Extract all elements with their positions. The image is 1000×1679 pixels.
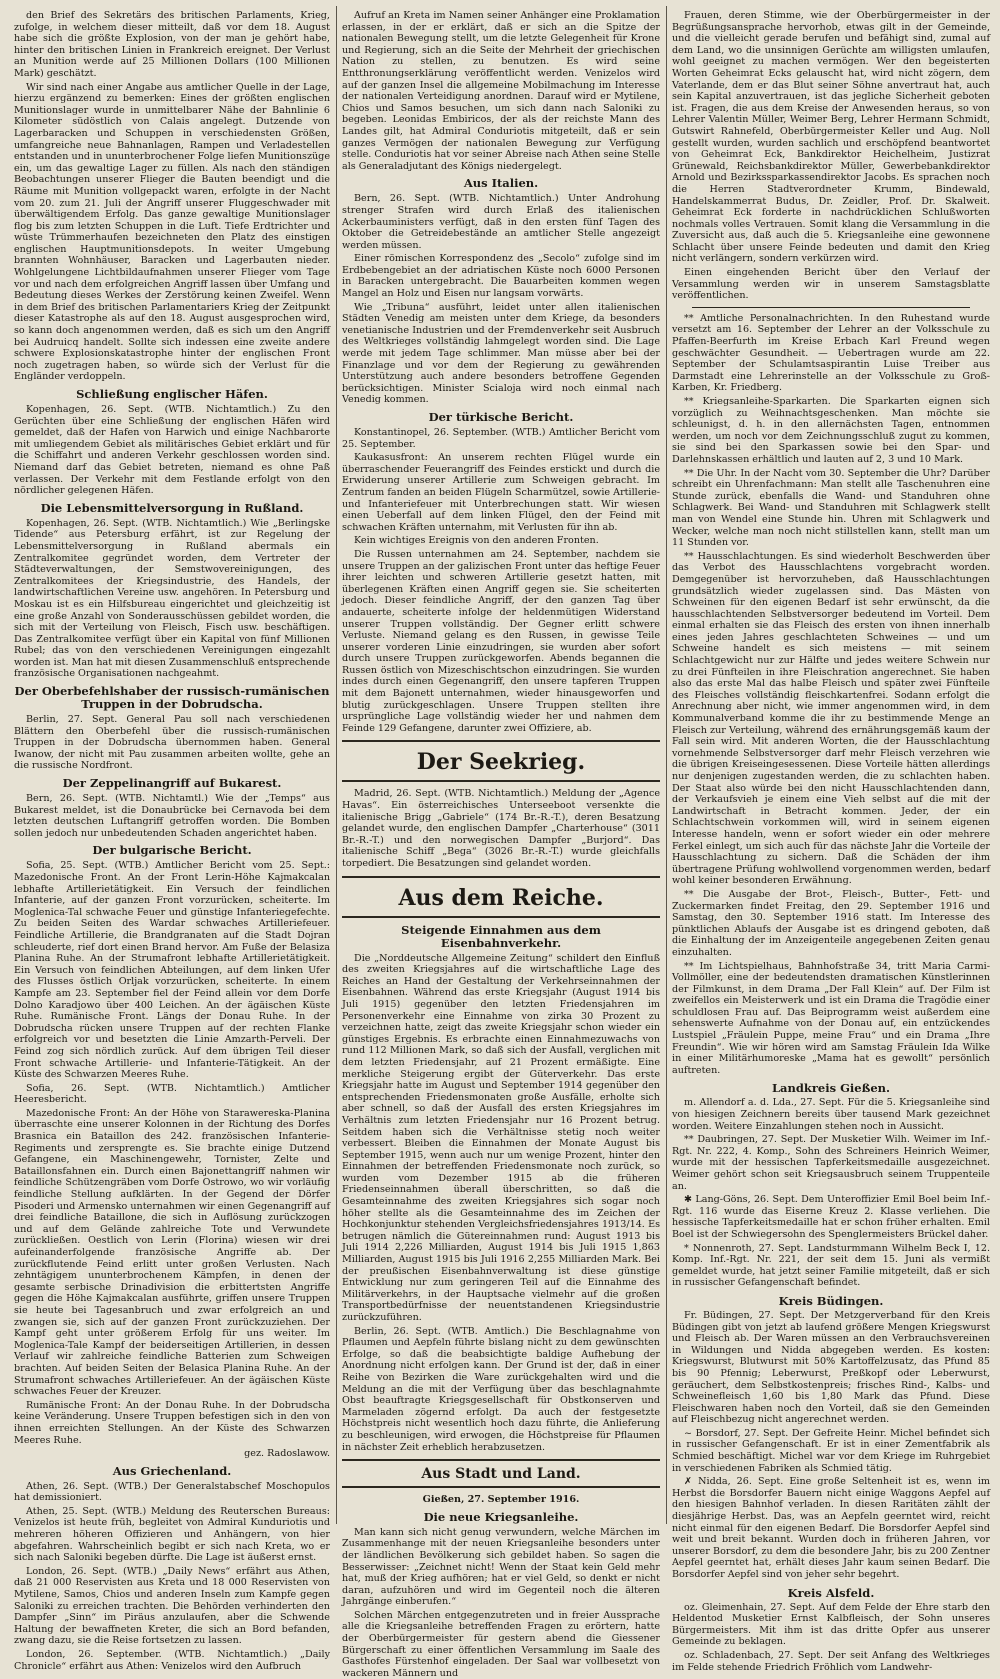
article-headline: Aus Italien. <box>463 176 539 191</box>
local-note: ✗ Nidda, 26. Sept. Eine große Seltenheit ist es, wenn im Herbst die Borsdorfer Bauern nicht einige Waggons Aepfel auf den hiesigen Bahnhof verladen. In diesen Raritäten zählt der diesjährige Herbst. Das, was an Aepfeln geerntet wird, reicht nicht einmal für den eigenen Bedarf. Die Borsdorfer Aepfel sind weit und breit bekannt. Wurden doch in früheren Jahren, vor unserer Borsdorf, zu dem die besondere Jahr, bis zu 200 Zentner Aepfel geerntet hat, erhält dieses Jahr kaum seinen Bedarf. Die Borsdorfer Aepfel sind von jeher sehr begehrt. <box>672 1476 990 1580</box>
article-paragraph: Solchen Märchen entgegenzutreten und in freier Aussprache alle die Kriegsanleihe betreffenden Fragen zu erörtern, hatte der Oberbürgermeister für gestern abend die Giessener Bürgerschaft zu einer öffentlichen Versammlung im Saale des Gasthofes Fürstenhof eingeladen. Der Saal war vollbesetzt von wackeren Männern und <box>342 1609 660 1679</box>
article-paragraph: Die „Norddeutsche Allgemeine Zeitung“ schildert den Einfluß des zweiten Kriegsjahres auf die wirtschaftliche Lage des Reiches an Hand der Gestaltung der Verkehrseinnahmen der Eisenbahnen. Während das erste Kriegsjahr (August 1914 bis Juli 1915) gegenüber den letzten Friedensjahren im Personenverkehr eine Einnahme von zirka 30 Prozent zu verzeichnen hatte, zeigt das zweite Kriegsjahr schon wieder ein günstiges Ergebnis. Es erbrachte einen Einnahmezuwachs von rund 112 Millionen Mark, so daß sich der Ausfall, verglichen mit dem letzten Friedensjahr, auf 21 Prozent ermäßigte. Eine merkliche Steigerung ergibt der Güterverkehr. Das erste Kriegsjahr hatte im August und September 1914 gegenüber den entsprechenden Friedensmonaten große Ausfälle, erholte sich aber schnell, so daß der Ausfall des ersten Kriegsjahres im Verhältnis zum letzten Friedensjahr nur 16 Prozent betrug. Seitdem haben sich die Verhältnisse stetig noch weiter verbessert. Bleiben die Einnahmen der Monate August bis September 1915, wenn auch nur um wenige Prozent, hinter den Einnahmen der betreffenden Friedensmonate noch zurück, so wurden vom Dezember 1915 ab die früheren Friedenseinnahmen überall überschritten, so daß die Gesamteinnahme des zweiten Kriegsjahres sich sogar noch höher stellte als die Gesamteinnahme des im Zeichen der Hochkonjunktur stehenden Vergleichsfriedensjahres 1913/14. Es betrugen nämlich die Gütereinnahmen rund: August 1913 bis Juli 1914 2,226 Milliarden, August 1914 bis Juli 1915 1,863 Milliarden, August 1915 bis Juli 1916 2,255 Milliarden Mark. Bei der preußischen Eisenbahnverwaltung ist diese günstige Entwicklung nur zum geringeren Teil auf die Einnahme des Militärverkehrs, in der Hauptsache vielmehr auf die großen Transportbedürfnisse der neuentstandenen Kriegsindustrie zurückzuführen. <box>342 952 660 1323</box>
article-paragraph: Sofia, 25. Sept. (WTB.) Amtlicher Bericht vom 25. Sept.: Mazedonische Front. An der Front Lerin-Höhe Kajmakcalan lebhafte Artillerietätigkeit. Ein Versuch der feindlichen Infanterie, auf der ganzen Front vorzurücken, scheiterte. Im Moglenica-Tal schwache Feuer und günstige Infanteriegefechte. Zu beiden Seiten des Wardar schwaches Artilleriefeuer. Feindliche Artillerie, die Brandgranaten auf die Stadt Dojran schleuderte, rief dort einen Brand hervor. Am Fuße der Belasiza Planina Ruhe. An der Strumafront lebhafte Artillerietätigkeit. Ein Versuch von feindlichen Abteilungen, auf dem linken Ufer des Flusses östlich Orljak vorzurücken, scheiterte. In einem Kampfe am 23. September fiel der Feind allein vor dem Dorfe Dolno Karadjowo über 400 Leichen. An der ägäischen Küste Ruhe. Rumänische Front. Längs der Donau Ruhe. In der Dobrudscha rücken unsere Truppen auf der rechten Flanke erfolgreich vor und besetzten die Linie Amzarth-Perveli. Der Feind zog sich nördlich zurück. Auf dem übrigen Teil dieser Front schwache Artillerie- und Infanterie-Tätigkeit. An der Küste des Schwarzen Meeres Ruhe. <box>14 860 330 1081</box>
article-paragraph: Frauen, deren Stimme, wie der Oberbürgermeister in der Begrüßungsansprache hervorhob, etwas gilt in der Gemeinde, und die vielleicht gerade berufen und befähigt sind, zumal auf dem Land, wo die unsinnigen Gerüchte am willigsten umlaufen, wohl geeignet zu machen vermögen. Wer den begeisterten Worten Geheimrat Ecks gelauscht hat, wird nicht zögern, dem Vaterlande, dem er das Blut seiner Söhne anvertraut hat, auch sein Kapital anzuvertrauen, ist das jegliche Sicherheit geboten ist. Fragen, die aus dem Kreise der Anwesenden heraus, so von Lehrer Valentin Müller, Weimer Berg, Lehrer Hermann Schmidt, Gutswirt Rahnefeld, Oberbürgermeister Keller und Aug. Noll gestellt wurden, wurden sachlich und erschöpfend beantwortet von Geheimrat Eck, Bankdirektor Heichelheim, Justizrat Grünewald, Reichsbankdirektor Müller, Gewerbebankdirektor Arnold und Bezirkssparkassendirektor Jacobs. Es sprachen noch die Herren Stadtverordneter Krumm, Bindewald, Handelskammerrat Budus, Dr. Zeidler, Prof. Dr. Skalweit. Geheimrat Eck forderte in nachdrücklichen Schlußworten nochmals volles Vertrauen. Somit klang die Versammlung in die Zuversicht aus, daß auch die 5. Kriegsanleihe eine gewonnene Schlacht über unsere Feinde bedeuten und damit den Krieg nicht verlängern, sondern verkürzen wird. <box>672 10 990 265</box>
article-headline: Der bulgarische Bericht. <box>92 843 252 858</box>
article-paragraph: Rumänische Front: An der Donau Ruhe. In der Dobrudscha keine Veränderung. Unsere Truppen befestigen sich in den von ihnen erreichten Stellungen. An der Küste des Schwarzen Meeres Ruhe. <box>14 1399 330 1446</box>
signature-line: gez. Radoslawow. <box>244 1448 330 1460</box>
section-header-box <box>342 876 660 918</box>
article-paragraph: Kein wichtiges Ereignis von den anderen Fronten. <box>354 535 599 547</box>
local-note: ** Die Ausgabe der Brot-, Fleisch-, Butter-, Fett- und Zuckermarken findet Freitag, den 29. September 1916 und Samstag, den 30. September 1916 statt. Im Interesse des pünktlichen Ablaufs der Ausgabe ist es dringend geboten, daß die Einhaltung der im Anzeigenteile angegebenen Zeiten genau einzuhalten. <box>672 888 990 958</box>
local-note: Fr. Büdingen, 27. Sept. Der Metzgerverband für den Kreis Büdingen gibt von jetzt ab laufend größere Mengen Kriegswurst und Fleisch ab. Der Waren müssen an den Verbrauchsvereinen in Wildungen und Nidda abgegeben werden. Es kosten: Kriegswurst, Blutwurst mit 50% Kartoffelzusatz, das Pfund 85 bis 90 Pfennig; Leberwurst, Preßkopf oder Leberwurst, geräuchert, dem Selbstkostenpreis; frisches Rind-, Kalbs- und Schweinefleisch 1,60 bis 1,80 Mark das Pfund. Diese Fleischwaren haben noch den Vorteil, daß sie den Gemeinden auf Fleischbezug nicht angerechnet werden. <box>672 1309 990 1426</box>
article-paragraph: Kaukasusfront: An unserem rechten Flügel wurde ein überraschender Feuerangriff des Feindes erstickt und durch die Erwiderung unserer Artillerie zum Schweigen gebracht. Im Zentrum fanden an beiden Flügeln Scharmützel, sowie Artillerie- und Infanteriefeuer mit Unterbrechungen statt. Wir wiesen einen Ueberfall auf dem linken Flügel, den der Feind mit schwachen Kräften unternahm, mit Verlusten für ihn ab. <box>342 452 660 533</box>
article-paragraph: Bern, 26. Sept. (WTB. Nichtamtlich.) Unter Androhung strenger Strafen wird durch Erlaß des italienischen Ackerbauministers verfügt, daß in den ersten fünf Tagen des Oktober die Getreidebestände an amtlicher Stelle angezeigt werden müssen. <box>342 193 660 251</box>
article-paragraph: Berlin, 27. Sept. General Pau soll nach verschiedenen Blättern den Oberbefehl über die russisch-rumänischen Truppen in der Dobrudscha übernommen haben. General Iwanow, der nicht mit Pau zusammen arbeiten wollte, gehe an die russische Nordfront. <box>14 714 330 772</box>
article-headline: Die neue Kriegsanleihe. <box>423 1509 579 1524</box>
article-paragraph: Man kann sich nicht genug verwundern, welche Märchen im Zusammenhange mit der neuen Kriegsanleihe besonders unter der ländlichen Bevölkerung sich gebildet haben. So sagen die Besserwisser: „Zeichnet nicht! Wenn der Staat kein Geld mehr hat, muß der Krieg aufhören; hat er viel Geld, so denkt er nicht daran, aufzuhören und wird im Gegenteil noch die älteren Jahrgänge einberufen.“ <box>342 1526 660 1608</box>
article-paragraph: Berlin, 26. Sept. (WTB. Amtlich.) Die Beschlagnahme von Pflaumen und Aepfeln führte bislang nicht zu dem gewünschten Erfolge, so daß die beabsichtigte baldige Aufhebung der Anordnung nicht erfolgen kann. Der Grund ist der, daß in einer Reihe von Bezirken die Ware zurückgehalten wird und die Meldung an die mit der Verfügung über das beschlagnahmte Obst beauftragte Kriegsgesellschaft für Obstkonserven und Marmeladen zögernd erfolgt. Da auch der festgesetzte Höchstpreis nicht wesentlich hoch dazu führte, die Anlieferung zu beschleunigen, wird erwogen, die Höchstpreise für Pflaumen in nächster Zeit erheblich herabzusetzen. <box>342 1325 660 1453</box>
article-headline: Steigende Einnahmen aus dem Eisenbahnverkehr. <box>401 922 601 950</box>
article-paragraph: Sofia, 26. Sept. (WTB. Nichtamtlich.) Amtlicher Heeresbericht. <box>14 1082 330 1106</box>
local-note: oz. Gleimenhain, 27. Sept. Auf dem Felde der Ehre starb den Heldentod Musketier Ernst Kalbfleisch, der Sohn unseres Bürgermeisters. Mit ihm ist das dritte Opfer aus unserer Gemeinde zu beklagen. <box>672 1601 990 1648</box>
column-rule <box>336 6 337 1524</box>
local-note: * Nonnenroth, 27. Sept. Landsturmmann Wilhelm Beck I, 12. Komp. Inf.-Rgt. Nr. 221, der seit dem 15. Juni als vermißt gemeldet wurde, hat jetzt seiner Familie mitgeteilt, daß er sich in russischer Gefangenschaft befindet. <box>672 1242 990 1289</box>
section-heading: Der Seekrieg. <box>416 749 586 776</box>
local-note: ** Im Lichtspielhaus, Bahnhofstraße 34, tritt Maria Carmi-Vollmöller, eine der bedeutendsten dramatischen Künstlerinnen der Filmkunst, in dem Drama „Der Fall Klein“ auf. Der Film ist zweifellos ein Meisterwerk und ist ein Drama die Tragödie einer schuldlosen Frau auf. Das Beiprogramm weist außerdem eine sehenswerte Aufnahme von der Donau auf, ein entzückendes Lustspiel „Fräulein Puppe, meine Frau“ und ein Drama „Ihre Freundin“. Wie wir hören wird am Samstag Fräulein Ida Wilke in einer Militärhumoreske „Mama hat es gewollt“ persönlich auftreten. <box>672 960 990 1076</box>
local-note: oz. Schladenbach, 27. Sept. Der seit Anfang des Weltkrieges im Felde stehende Friedrich Fröhlich vom Landwehr- <box>672 1649 990 1673</box>
section-header-box <box>342 740 660 782</box>
district-heading: Landkreis Gießen. <box>771 1081 891 1096</box>
article-paragraph: Wir sind nach einer Angabe aus amtlicher Quelle in der Lage, hierzu ergänzend zu bemerken: Eines der größten englischen Munitionslager wurde in unmittelbarer Nähe der Bahnlinie 6 Kilometer südöstlich von Calais angelegt. Dutzende von Lagerbaracken und Schuppen in verschiedensten Größen, umfangreiche neue Bahnanlagen, Rampen und Verladestellen entstanden und in ununterbrochener Folge liefen Munitionszüge ein, um das gewaltige Lager zu füllen. Als nach den ständigen Beobachtungen unserer Flieger die Bauten beendigt und die Räume mit Munition vollgepackt waren, erfolgte in der Nacht vom 20. zum 21. Juli der Angriff unserer Fluggeschwader mit überwältigendem Erfolg. Das ganze gewaltige Munitionslager flog bis zum letzten Schuppen in die Luft. Tiefe Erdtrichter und wüste Trümmerhaufen bezeichneten den Platz des einstigen englischen Hauptmunitionsdepots. In weiter Umgebung brannten Wohnhäuser, Baracken und Lagerbauten nieder. Wohlgelungene Lichtbildaufnahmen unserer Flieger vom Tage vor und nach dem erfolgreichen Angriff lassen über Umfang und Bedeutung dieses Werkes der Zerstörung keinen Zweifel. Wenn in dem Brief des britischen Parlamentariers Krieg der Zeitpunkt dieser Katastrophe als auf den 18. August ausgesprochen wird, so kann doch angenommen werden, daß es sich um den Angriff bei Audruicq handelt. Sollte sich indessen eine zweite andere schwere Explosionskatastrophe hinter der englischen Front noch zugetragen haben, so würde sich der Verlust für die Engländer verdoppeln. <box>14 81 330 383</box>
local-note: ~ Borsdorf, 27. Sept. Der Gefreite Heinr. Michel befindet sich in russischer Gefangenschaft. Er ist in einer Zementfabrik als Schmied beschäftigt. Michel war vor dem Kriege im Ruhrgebiet in verschiedenen Fabriken als Schmied tätig. <box>672 1427 990 1474</box>
section-heading: Aus dem Reiche. <box>398 884 604 911</box>
district-heading: Kreis Büdingen. <box>778 1293 884 1308</box>
local-note: ** Hausschlachtungen. Es sind wiederholt Beschwerden über das Verbot des Hausschlachtens vorgebracht worden. Demgegenüber ist hervorzuheben, daß Hausschlachtungen grundsätzlich wieder zugelassen sind. Das Mästen von Schweinen für den eigenen Bedarf ist sehr erwünscht, da die hausschlachtenden Selbstversorger bedeutend im Vorteil. Dem einmal erhalten sie das Fleisch des ersten von ihnen innerhalb eines jeden Jahres geschlachteten Schweines — und um Schweine handelt es sich meistens — mit seinem Schlachtgewicht nur zur Hälfte und jedes weitere Schwein nur zu drei Fünfteilen in ihre Fleischration angerechnet. Sie haben also das erste Mal das halbe Fleisch und später zwei Fünfteile des Fleisches vollständig fleischkartenfrei. Sodann erfolgt die Anrechnung aber nicht, wie immer angenommen wird, in dem Kommunalverband komme die ihr zu bestimmende Menge an Fleisch zur Verteilung, während des ernährungsgemäß kaum der Fall sein wird. Mit anderen Worten, die der Hausschlachtung vornehmende Selbstversorger darf mehr Fleisch verzehren wie die übrigen Kreiseingesessenen. Diese Vorteile hätten allerdings nur denjenigen zugestanden werden, die zu schlachten haben. Der Staat also würde bei den nicht Hausschlachtenden dann, der Verkaufsvieh je einem eine Vieh selbst auf die mit der Landwirtschaft in Betracht kommen. Jeder, der ein Schlachtschwein vorkommen will, wird in seinem eigenen Interesse handeln, wenn er sofort wieder ein oder mehrere Ferkel einlegt, um sich auch für das nächste Jahr die Vorteile der Hausschlachtung zu sichern. Daß die Schäden der ihm übertragene Prüfung wohlwollend vorgenommen werden, bedarf wohl keiner besonderen Erwähnung. <box>672 550 990 887</box>
column-2 <box>342 10 660 1679</box>
article-paragraph: London, 26. Sept. (WTB.) „Daily News“ erfährt aus Athen, daß 21 000 Reservisten aus Kreta und 18 000 Reservisten von Mytilene, Samos, Chios und anderen Inseln zum Kampfe gegen Saloniki zu erreichen trachten. Die Behörden verhinderten den Dampfer „Sinn“ im Piräus anzulaufen, aber die Schwende Haltung der bewaffneten Kreter, die sich an Bord befanden, zwang dazu, sie die Reise fortsetzen zu lassen. <box>14 1565 330 1647</box>
article-paragraph: Einer römischen Korrespondenz des „Secolo“ zufolge sind im Erdbebengebiet an der adriatischen Küste noch 6000 Personen in Baracken untergebracht. Die Bauarbeiten kommen wegen Mangel an Holz und Eisen nur langsam vorwärts. <box>342 253 660 300</box>
article-paragraph: Aufruf an Kreta im Namen seiner Anhänger eine Proklamation erlassen, in der er erklärt, daß er sich an die Spitze der nationalen Bewegung stellt, um die letzte Gelegenheit für Krone und Regierung, sich an die Seite der Mehrheit der griechischen Nation zu stellen, zu benutzen. Es wird seine Entthronungserklärung veröffentlicht werden. Venizelos wird auf der ganzen Insel die allgemeine Mobilmachung im Interesse der nationalen Verteidigung anordnen. Darauf wird er Mytilene, Chios und Samos besuchen, um sich dann nach Saloniki zu begeben. Leonidas Embiricos, der als der reichste Mann des Landes gilt, hat Admiral Conduriotis mitgeteilt, daß er sein ganzes Vermögen der nationalen Bewegung zur Verfügung stelle. Conduriotis hat vor seiner Abreise nach Athen seine Stelle als Generaladjutant des Königs niedergelegt. <box>342 10 660 172</box>
dateline: Gießen, 27. September 1916. <box>422 1494 580 1506</box>
article-paragraph: London, 26. September. (WTB. Nichtamtlich.) „Daily Chronicle“ erfährt aus Athen: Venizelos wird den Aufbruch <box>14 1649 330 1672</box>
column-3 <box>672 10 990 1673</box>
article-headline: Schließung englischer Häfen. <box>76 387 268 401</box>
divider <box>692 307 970 308</box>
article-headline: Aus Griechenland. <box>112 1463 232 1478</box>
section-header-box <box>342 1459 660 1488</box>
local-note: ** Die Uhr. In der Nacht vom 30. September die Uhr? Darüber schreibt ein Uhrenfachmann: Man stellt alle Taschenuhren eine Stunde zurück, ebenfalls die Wand- und Standuhren ohne Schlagwerk. Bei Wand- und Standuhren mit Schlagwerk stellt man von Wendel eine Stunde hin. Uhren mit Schlagwerk und Wecker, welche man noch nicht stillstellen kann, stellt man um 11 Stunden vor. <box>672 467 990 549</box>
article-headline: Die Lebensmittelversorgung in Rußland. <box>40 500 304 515</box>
column-rule <box>666 6 667 1524</box>
district-heading: Kreis Alsfeld. <box>787 1585 875 1600</box>
article-paragraph: Kopenhagen, 26. Sept. (WTB. Nichtamtlich.) Zu den Gerüchten über eine Schließung der englischen Häfen wird gemeldet, daß der Hafen von Harwich und einige Nachbarorte mit umliegendem Gebiet als militärisches Gebiet erklärt und für die Schiffahrt und anderen Verkehr geschlossen worden sind. Niemand darf das Gebiet betreten, niemand es ohne Paß verlassen. Der Verkehr mit dem Festlande erfolgt von den nördlicher gelegenen Häfen. <box>14 404 330 497</box>
article-paragraph: Athen, 26. Sept. (WTB.) Der Generalstabschef Moschopulos hat demissioniert. <box>14 1480 330 1504</box>
article-headline: Der Oberbefehlshaber der russisch-rumänischen Truppen in der Dobrudscha. <box>14 684 330 712</box>
article-paragraph: Mazedonische Front: An der Höhe von Starawereska-Planina überraschte eine unserer Kolonnen in der Richtung des Dorfes Brasnica ein Bataillon des 242. französischen Infanterie-Regiments und zersprengte es. Sie brachte einige Dutzend Gefangene, ein Maschinengewehr, Tornister, Zelte und Bataillonsfahnen ein. Durch einen Bajonettangriff nahmen wir feindliche Schützengräben vom Dorfe Ostrowo, wo wir vorläufig feindliche Stellung aufklärten. In der Gegend der Dörfer Pisoderi und Armensko unternahmen wir einen Gegenangriff auf drei feindliche Bataillone, die sich in Auflösung zurückzogen und auf dem Gelände zahlreiche Tote und Verwundete zurückließen. Oestlich von Lerin (Florina) wiesen wir drei aufeinanderfolgende französische Angriffe ab. Der zurückflutende Feind erlitt unter großen Verlusten. Nach zehntägigem ununterbrochenem Kämpfen, in denen der gesamte serbische Drinadivision die erbittertsten Angriffe gegen die Höhe Kajmakcalan ausführte, griffen unsere Truppen sie heute bei Tagesanbruch und zwar erfolgreich an und zwangen sie, sich auf der ganzen Front zurückzuziehen. Der Kampf geht unter größerem Erfolg für uns weiter. Im Moglenica-Tale Kampf der beiderseitigen Artillerien, in dessen Verlauf wir zahlreiche feindliche Batterien zum Schweigen brachten. Auf beiden Seiten der Belasica Planina Ruhe. An der Strumafront schwaches Artilleriefeuer. An der ägäischen Küste schwaches Feuer der Kreuzer. <box>14 1107 330 1398</box>
local-note: ** Daubringen, 27. Sept. Der Musketier Wilh. Weimer im Inf.-Rgt. Nr. 222, 4. Komp., Sohn des Schreiners Heinrich Weimer, wurde mit der hessischen Tapferkeitsmedaille ausgezeichnet. Weimer gehört schon seit Kriegsausbruch seinem Truppenteile an. <box>672 1134 990 1192</box>
article-headline: Der türkische Bericht. <box>428 410 574 424</box>
column-1 <box>14 10 330 1672</box>
article-paragraph: Wie „Tribuna“ ausführt, leidet unter allen italienischen Städten Venedig am meisten unter dem Kriege, da besonders venetianische Industrien und der Fremdenverkehr seit Ausbruch des Weltkrieges vollständig lahmgelegt worden sind. Die Lage werde mit jedem Tage schlimmer. Man müsse aber bei der Finanzlage und vor dem der Regierung zu gewährenden Unterstützung auch andere besonders betroffene Gegenden berücksichtigen. Minister Scialoja wird noch einmal nach Venedig kommen. <box>342 301 660 406</box>
article-headline: Der Zeppelinangriff auf Bukarest. <box>62 776 282 791</box>
article-paragraph: Bern, 26. Sept. (WTB. Nichtamtl.) Wie der „Temps“ aus Bukarest meldet, ist die Donaubrücke bei Cernavoda bei dem letzten deutschen Luftangriff getroffen worden. Die Bomben sollen jedoch nur unbedeutenden Schaden angerichtet haben. <box>14 793 330 839</box>
article-paragraph: den Brief des Sekretärs des britischen Parlaments, Krieg, zufolge, in welchem dieser mitteilt, daß vor dem 18. August habe sich die größte Explosion, von der man je gehört habe, hinter den britischen Linien in Frankreich ereignet. Der Verlust an Munition werde auf 25 Millionen Dollars (100 Millionen Mark) geschätzt. <box>14 10 330 79</box>
section-heading: Aus Stadt und Land. <box>421 1466 581 1483</box>
article-paragraph: Kopenhagen, 26. Sept. (WTB. Nichtamtlich.) Wie „Berlingske Tidende“ aus Petersburg erfährt, ist zur Regelung der Lebensmittelversorgung in Rußland abermals ein Zentralkomitee gegründet worden, dem Vertreter der Städteverwaltungen, der Semstwovereinigungen, des Zentralkomitees der Kriegsindustrie, des Handels, der landwirtschaftlichen Vereine usw. angehören. In Petersburg und Moskau ist es ein Hilfsbureau eingerichtet und gleichzeitig ist eine große Anzahl von Sonderausschüssen gebildet worden, die sich mit der Verteilung von Fleisch, Fisch usw. beschäftigen. Das Zentralkomitee verfügt über ein Kapital von fünf Millionen Rubel; das von den verschiedenen Vereinigungen eingezahlt worden ist. Man hat mit diesen Zusammenschluß entsprechende französische Organisationen nachgeahmt. <box>14 517 330 680</box>
local-note: ** Amtliche Personalnachrichten. In den Ruhestand wurde versetzt am 16. September der Lehrer an der Volksschule zu Pfaffen-Beerfurth im Kreise Erbach Karl Freund wegen geschwächter Gesundheit. — Uebertragen wurde am 22. September der Schulamtsaspirantin Luise Treiber aus Darmstadt eine Lehrerinstelle an der Volksschule zu Groß-Karben, Kr. Friedberg. <box>672 312 990 394</box>
article-paragraph: Die Russen unternahmen am 24. September, nachdem sie unsere Truppen an der galizischen Front unter das heftige Feuer ihrer leichten und schweren Artillerie gesetzt hatten, mit überlegenen Kräften einen Angriff gegen sie. Sie scheiterten jedoch. Dieser feindliche Angriff, der den ganzen Tag über andauerte, scheiterte infolge der heldenmütigen Widerstand unserer Truppen vollständig. Der Gegner erlitt schwere Verluste. Niemand gelang es den Russen, in gewisse Teile unserer vorderen Linie einzudringen, sie wurden aber sofort durch unsere Truppen zurückgeworfen. Abends begannen die Russen östlich von Mizeschischtschon einzudringen. Sie wurden indes durch einen Gegenangriff, den unsere tapferen Truppen mit dem Bajonett unternahmen, wieder hinausgeworfen und blutig zurückgeschlagen. Unsere Truppen stellten ihre ursprüngliche Lage vollständig wieder her und nahmen dem Feinde 129 Gefangene, darunter zwei Offiziere, ab. <box>342 548 660 734</box>
article-paragraph: Athen, 25. Sept. (WTB.) Meldung des Reuterschen Bureaus: Venizelos ist heute früh, begleitet von Admiral Kunduriotis und mehreren höheren Offizieren und Anhängern, von hier abgefahren. Wahrscheinlich begibt er sich nach Kreta, wo er sich nach Saloniki begeben dürfte. Die Lage ist äußerst ernst. <box>14 1505 330 1564</box>
article-paragraph: Einen eingehenden Bericht über den Verlauf der Versammlung werden wir in unserem Samstagsblatte veröffentlichen. <box>672 267 990 302</box>
article-paragraph: Madrid, 26. Sept. (WTB. Nichtamtlich.) Meldung der „Agence Havas“. Ein österreichisches Unterseeboot versenkte die italienische Brigg „Gabriele“ (174 Br.-R.-T.), deren Besatzung gelandet wurde, den englischen Dampfer „Charterhouse“ (3011 Br.-R.-T.) und den norwegischen Dampfer „Burjord“. Das italienische Schiff „Bega“ (3026 Br.-R.-T.) wurde gleichfalls torpediert. Die Besatzungen sind gelandet worden. <box>342 788 660 869</box>
article-paragraph: Konstantinopel, 26. September. (WTB.) Amtlicher Bericht vom 25. September. <box>342 427 660 450</box>
local-note: ** Kriegsanleihe-Sparkarten. Die Sparkarten eignen sich vorzüglich zu Weihnachtsgeschenken. Man möchte sie schleunigst, d. h. in den allernächsten Tagen, entnommen werden, um noch vor dem Zeichnungsschluß zugut zu kommen, sie sind bei den Sparkassen sowie bei den Spar- und Darlehnskassen erhältlich und lauten auf 2, 3 und 10 Mark. <box>672 396 990 465</box>
local-note: ✱ Lang-Göns, 26. Sept. Dem Unteroffizier Emil Boel beim Inf.-Rgt. 116 wurde das Eiserne Kreuz 2. Klasse verliehen. Die hessische Tapferkeitsmedaille hat er schon früher erhalten. Emil Boel ist der Schwiegersohn des Spenglermeisters Brückel daher. <box>672 1194 990 1240</box>
local-note: m. Allendorf a. d. Lda., 27. Sept. Für die 5. Kriegsanleihe sind von hiesigen Zeichnern bereits über tausend Mark gezeichnet worden. Weitere Einzahlungen stehen noch in Aussicht. <box>672 1097 990 1132</box>
